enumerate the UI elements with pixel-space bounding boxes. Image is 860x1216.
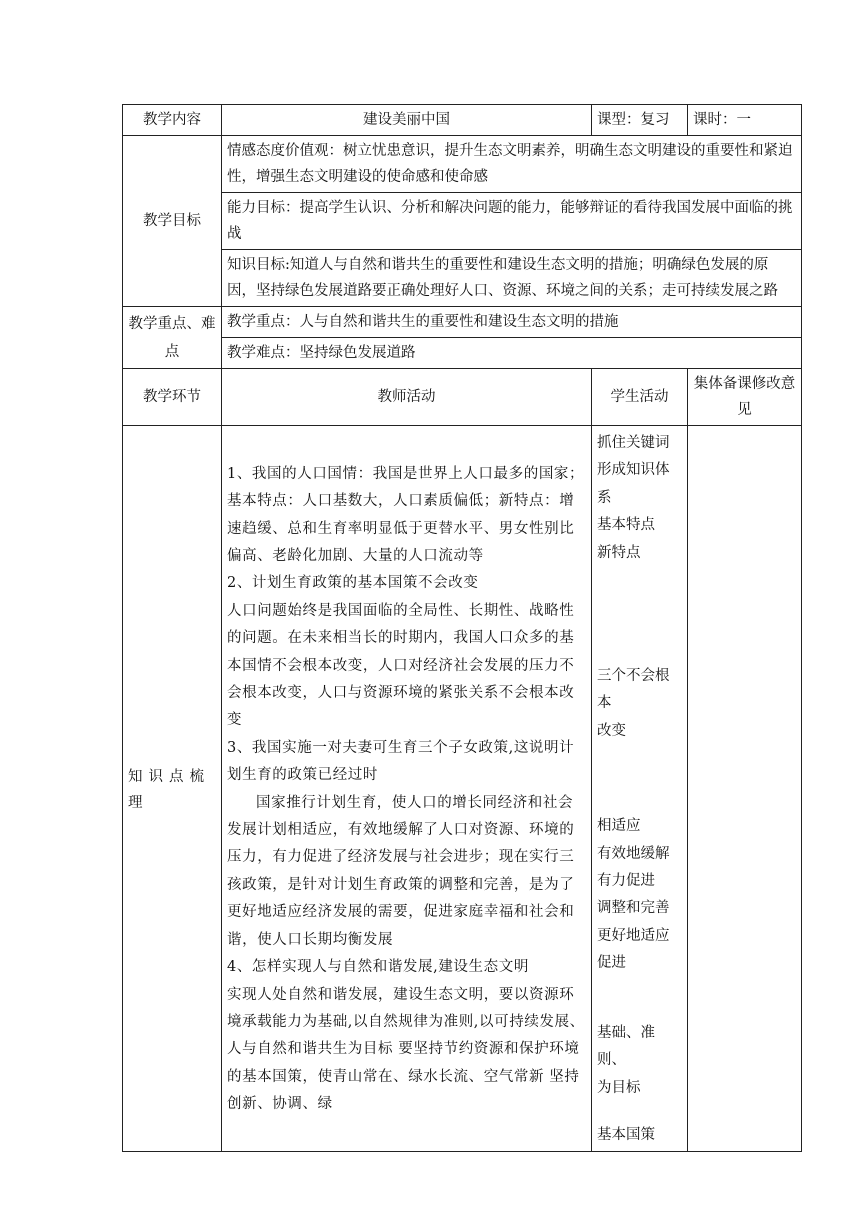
student-item: 有效地缓解 bbox=[597, 845, 670, 862]
objective-ability: 能力目标：提高学生认识、分析和解决问题的能力，能够辩证的看待我国发展中面临的挑战 bbox=[222, 193, 802, 250]
col-notes: 集体备课修改意见 bbox=[688, 369, 802, 426]
teacher-para-6: 4、怎样实现人与自然和谐发展,建设生态文明 bbox=[227, 959, 529, 976]
teacher-para-2: 2、计划生育政策的基本国策不会改变 bbox=[227, 575, 479, 592]
focus-label: 教学重点、难点 bbox=[123, 307, 222, 369]
col-teacher: 教师活动 bbox=[222, 369, 592, 426]
objective-row-1 bbox=[123, 136, 802, 193]
header-row bbox=[123, 105, 802, 136]
teacher-para-5: 国家推行计划生育，使人口的增长同经济和社会发展计划相适应，有效地缓解了人口对资源、环境的压力，有力促进了经济发展与社会进步；现在实行三孩政策，是针对计划生育政策的调整和完善，是为了更好地适应经济发展的需要，促进家庭幸福和社会和谐，使人口长期均衡发展 bbox=[227, 794, 575, 948]
teacher-para-1: 1、我国的人口国情：我国是世界上人口最多的国家；基本特点：人口基数大，人口素质偏低；新特点：增速趋缓、总和生育率明显低于更替水平、男女性别比偏高、老龄化加剧、大量的人口流动等 bbox=[227, 465, 585, 564]
objective-affective: 情感态度价值观：树立忧患意识，提升生态文明素养，明确生态文明建设的重要性和紧迫性，增强生态文明建设的使命感和使命感 bbox=[222, 136, 802, 193]
student-item: 基本特点 bbox=[597, 517, 655, 534]
lesson-type: 课型：复习 bbox=[592, 105, 688, 136]
student-item: 有力促进 bbox=[597, 873, 655, 890]
objective-row-3 bbox=[123, 250, 802, 307]
student-item: 三个不会根本 bbox=[597, 668, 670, 712]
student-item: 基本国策 bbox=[597, 1126, 655, 1143]
teacher-activity bbox=[222, 426, 592, 1152]
student-item: 促进 bbox=[597, 955, 626, 972]
student-item: 抓住关键词 bbox=[597, 435, 670, 451]
teacher-para-3: 人口问题始终是我国面临的全局性、长期性、战略性的问题。在未来相当长的时期内，我国人口众多的基本国情不会根本改变，人口对经济社会发展的压力不会根本改变，人口与资源环境的紧张关系不会根本改变 bbox=[227, 602, 575, 729]
body-row bbox=[123, 426, 802, 1152]
student-item: 为目标 bbox=[597, 1079, 641, 1096]
notes-cell bbox=[688, 426, 802, 1152]
student-activity bbox=[592, 426, 688, 1152]
stage-cell bbox=[123, 426, 222, 1152]
col-student: 学生活动 bbox=[592, 369, 688, 426]
teacher-para-7: 实现人处自然和谐发展，建设生态文明，要以资源环境承载能力为基础,以自然规律为准则,以可持续发展、人与自然和谐共生为目标 要坚持节约资源和保护环境的基本国策，使青山常在、绿水长流、空气常新 坚持创新、协调、绿 bbox=[227, 986, 585, 1113]
stage-label: 知识点梳理 bbox=[128, 768, 210, 811]
objective-knowledge: 知识目标:知道人与自然和谐共生的重要性和建设生态文明的措施；明确绿色发展的原因，坚持绿色发展道路要正确处理好人口、资源、环境之间的关系；走可持续发展之路 bbox=[222, 250, 802, 307]
student-item: 更好地适应 bbox=[597, 927, 670, 944]
student-item: 新特点 bbox=[597, 544, 641, 561]
content-value: 建设美丽中国 bbox=[222, 105, 592, 136]
student-item: 形成知识体系 bbox=[597, 462, 670, 506]
col-stage: 教学环节 bbox=[123, 369, 222, 426]
focus-row-2 bbox=[123, 338, 802, 369]
objective-row-2 bbox=[123, 193, 802, 250]
lesson-hours: 课时：一 bbox=[688, 105, 802, 136]
lesson-plan-table bbox=[122, 104, 802, 1152]
focus-row-1 bbox=[123, 307, 802, 338]
difficult-point: 教学难点：坚持绿色发展道路 bbox=[222, 338, 802, 369]
column-header-row bbox=[123, 369, 802, 426]
key-point: 教学重点：人与自然和谐共生的重要性和建设生态文明的措施 bbox=[222, 307, 802, 338]
student-item: 改变 bbox=[597, 722, 626, 739]
content-label: 教学内容 bbox=[123, 105, 222, 136]
teacher-para-4: 3、我国实施一对夫妻可生育三个子女政策,这说明计划生育的政策已经过时 bbox=[227, 739, 575, 784]
objectives-label: 教学目标 bbox=[123, 136, 222, 307]
student-item: 调整和完善 bbox=[597, 900, 670, 917]
student-item: 相适应 bbox=[597, 818, 641, 835]
student-item: 基础、准则、 bbox=[597, 1024, 655, 1069]
